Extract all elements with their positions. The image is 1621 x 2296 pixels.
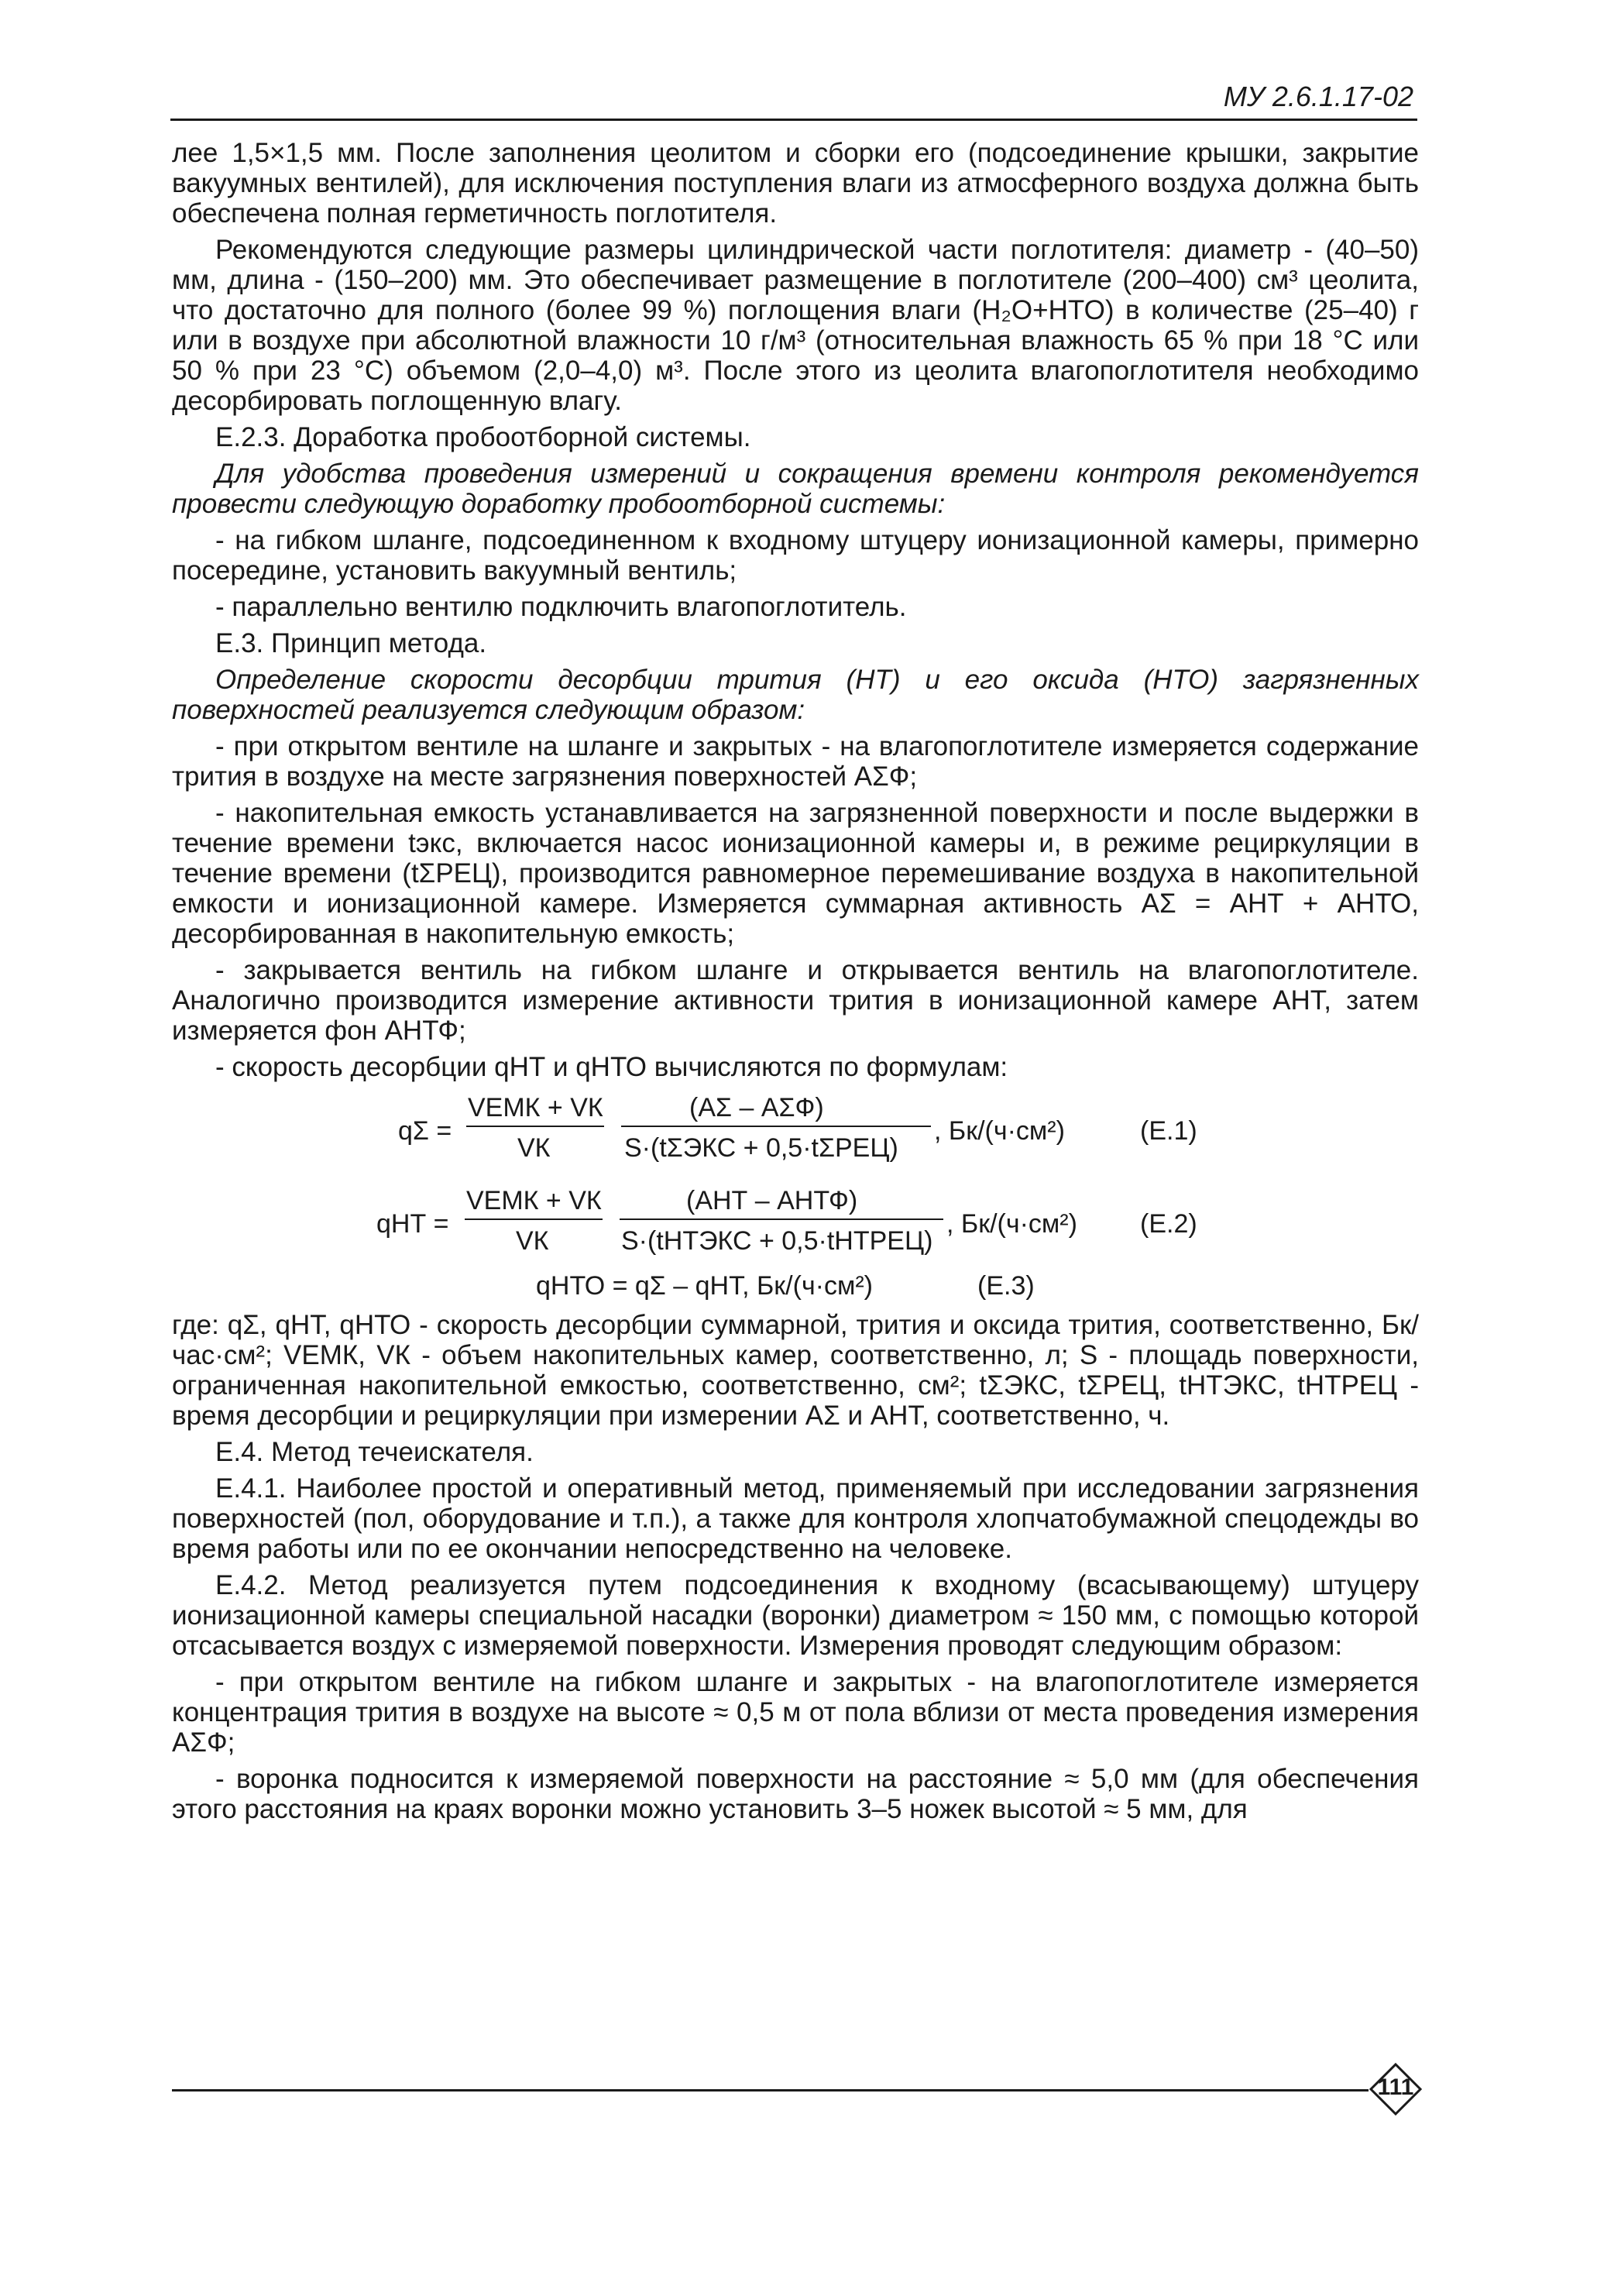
list-item: - при открытом вентиле на шланге и закрытых - на влагопоглотителе измеряется содержание трития в воздухе на месте загрязнения поверхностей AΣФ; — [172, 731, 1419, 792]
list-item: - закрывается вентиль на гибком шланге и открывается вентиль на влагопоглотителе. Аналогично производится измерение активности трития в ионизационной камере AНТ, затем измеряется фон AНТФ; — [172, 955, 1419, 1046]
list-item: - накопительная емкость устанавливается на загрязненной поверхности и после выдержки в течение времени tэкс, включается насос ионизационной камеры и, в режиме рециркуляции в течение времени (tΣРЕЦ), производится равномерное перемешивание воздуха в накопительной емкости и ионизационной камере. Измеряется суммарная активность AΣ = AНТ + AНТО, десорбированная в накопительную емкость; — [172, 798, 1419, 949]
list-item: - воронка подносится к измеряемой поверхности на расстояние ≈ 5,0 мм (для обеспечения этого расстояния на краях воронки можно установить 3–5 ножек высотой ≈ 5 мм, для — [172, 1764, 1419, 1824]
section-heading: Е.4. Метод течеискателя. — [215, 1437, 534, 1467]
formula-numerator: VЕМК + VК — [466, 1186, 602, 1215]
formula-numerator: VЕМК + VК — [468, 1093, 603, 1122]
formula-unit: , Бк/(ч·см²) — [946, 1209, 1077, 1239]
formula-lhs: qΣ = — [398, 1116, 452, 1146]
paragraph: Определение скорости десорбции трития (НТ) и его оксида (НТО) загрязненных поверхностей реализуется следующим образом: — [172, 665, 1419, 725]
list-item: - на гибком шланге, подсоединенном к входному штуцеру ионизационной камеры, примерно посередине, установить вакуумный вентиль; — [172, 525, 1419, 586]
formula-unit: , Бк/(ч·см²) — [934, 1116, 1065, 1146]
formula-e2 — [172, 1183, 1419, 1268]
section-heading: Е.2.3. Доработка пробоотборной системы. — [215, 422, 751, 452]
fraction-bar — [620, 1218, 943, 1220]
formula-text: qНТО = qΣ – qНТ, Бк/(ч·см²) — [536, 1271, 873, 1301]
formula-denominator: VК — [517, 1133, 551, 1163]
formula-numerator: (AΣ – AΣФ) — [689, 1093, 824, 1122]
formula-label: (Е.1) — [1140, 1116, 1197, 1146]
formula-denominator: VК — [516, 1226, 549, 1256]
formula-numerator: (AНТ – AНТФ) — [686, 1186, 858, 1215]
paragraph: Рекомендуются следующие размеры цилиндрической части поглотителя: диаметр - (40–50) мм, длина - (150–200) мм. Это обеспечивает размещение в поглотителе (200–400) см³ цеолита, что достаточно для полного (более 99 %) поглощения влаги (H₂O+HTO) в количестве (25–40) г или в воздухе при абсолютной влажности 10 г/м³ (относительная влажность 65 % при 18 °С или 50 % при 23 °С) объемом (2,0–4,0) м³. После этого из цеолита влагопоглотителя необходимо десорбировать поглощенную влагу. — [172, 235, 1419, 416]
fraction-bar — [621, 1126, 931, 1127]
list-item: - скорость десорбции qНТ и qНТО вычисляются по формулам: — [215, 1052, 1008, 1082]
footer-rule — [172, 2089, 1369, 2091]
formula-lhs: qНТ = — [376, 1209, 449, 1239]
page-number: 111 — [1377, 2074, 1414, 2100]
formula-label: (Е.3) — [977, 1271, 1035, 1301]
formula-denominator: S·(tΣЭКС + 0,5·tΣРЕЦ) — [624, 1133, 898, 1163]
formula-denominator: S·(tНТЭКС + 0,5·tНТРЕЦ) — [621, 1226, 933, 1256]
paragraph: Для удобства проведения измерений и сокращения времени контроля рекомендуется провести следующую доработку пробоотборной системы: — [172, 459, 1419, 519]
document-code: МУ 2.6.1.17-02 — [1223, 81, 1413, 112]
paragraph: Е.4.2. Метод реализуется путем подсоединения к входному (всасывающему) штуцеру ионизационной камеры специальной насадки (воронки) диаметром ≈ 150 мм, с помощью которой отсасывается воздух с измеряемой поверхности. Измерения проводят следующим образом: — [172, 1570, 1419, 1661]
fraction-bar — [465, 1218, 603, 1220]
section-heading: Е.3. Принцип метода. — [215, 628, 487, 658]
paragraph: где: qΣ, qНТ, qНТО - скорость десорбции суммарной, трития и оксида трития, соответственно, Бк/час·см²; VЕМК, VК - объем накопительных камер, соответственно, л; S - площадь поверхности, ограниченная накопительной емкостью, соответственно, см²; tΣЭКС, tΣРЕЦ, tНТЭКС, tНТРЕЦ - время десорбции и рециркуляции при измерении AΣ и AНТ, соответственно, ч. — [172, 1310, 1419, 1431]
list-item: - при открытом вентиле на гибком шланге и закрытых - на влагопоглотителе измеряется концентрация трития в воздухе на высоте ≈ 0,5 м от пола вблизи от места проведения измерения AΣФ; — [172, 1667, 1419, 1758]
formula-e1 — [172, 1090, 1419, 1175]
header-rule — [170, 119, 1417, 121]
formula-label: (Е.2) — [1140, 1209, 1197, 1239]
formula-e3 — [172, 1271, 1419, 1305]
list-item: - параллельно вентилю подключить влагопоглотитель. — [215, 592, 907, 622]
fraction-bar — [466, 1126, 604, 1127]
paragraph: лее 1,5×1,5 мм. После заполнения цеолитом и сборки его (подсоединение крышки, закрытие вакуумных вентилей), для исключения поступления влаги из атмосферного воздуха должна быть обеспечена полная герметичность поглотителя. — [172, 138, 1419, 229]
page-body — [172, 138, 1419, 1830]
paragraph: Е.4.1. Наиболее простой и оперативный метод, применяемый при исследовании загрязнения поверхностей (пол, оборудование и т.п.), а также для контроля хлопчатобумажной спецодежды во время работы или по ее окончании непосредственно на человеке. — [172, 1473, 1419, 1564]
